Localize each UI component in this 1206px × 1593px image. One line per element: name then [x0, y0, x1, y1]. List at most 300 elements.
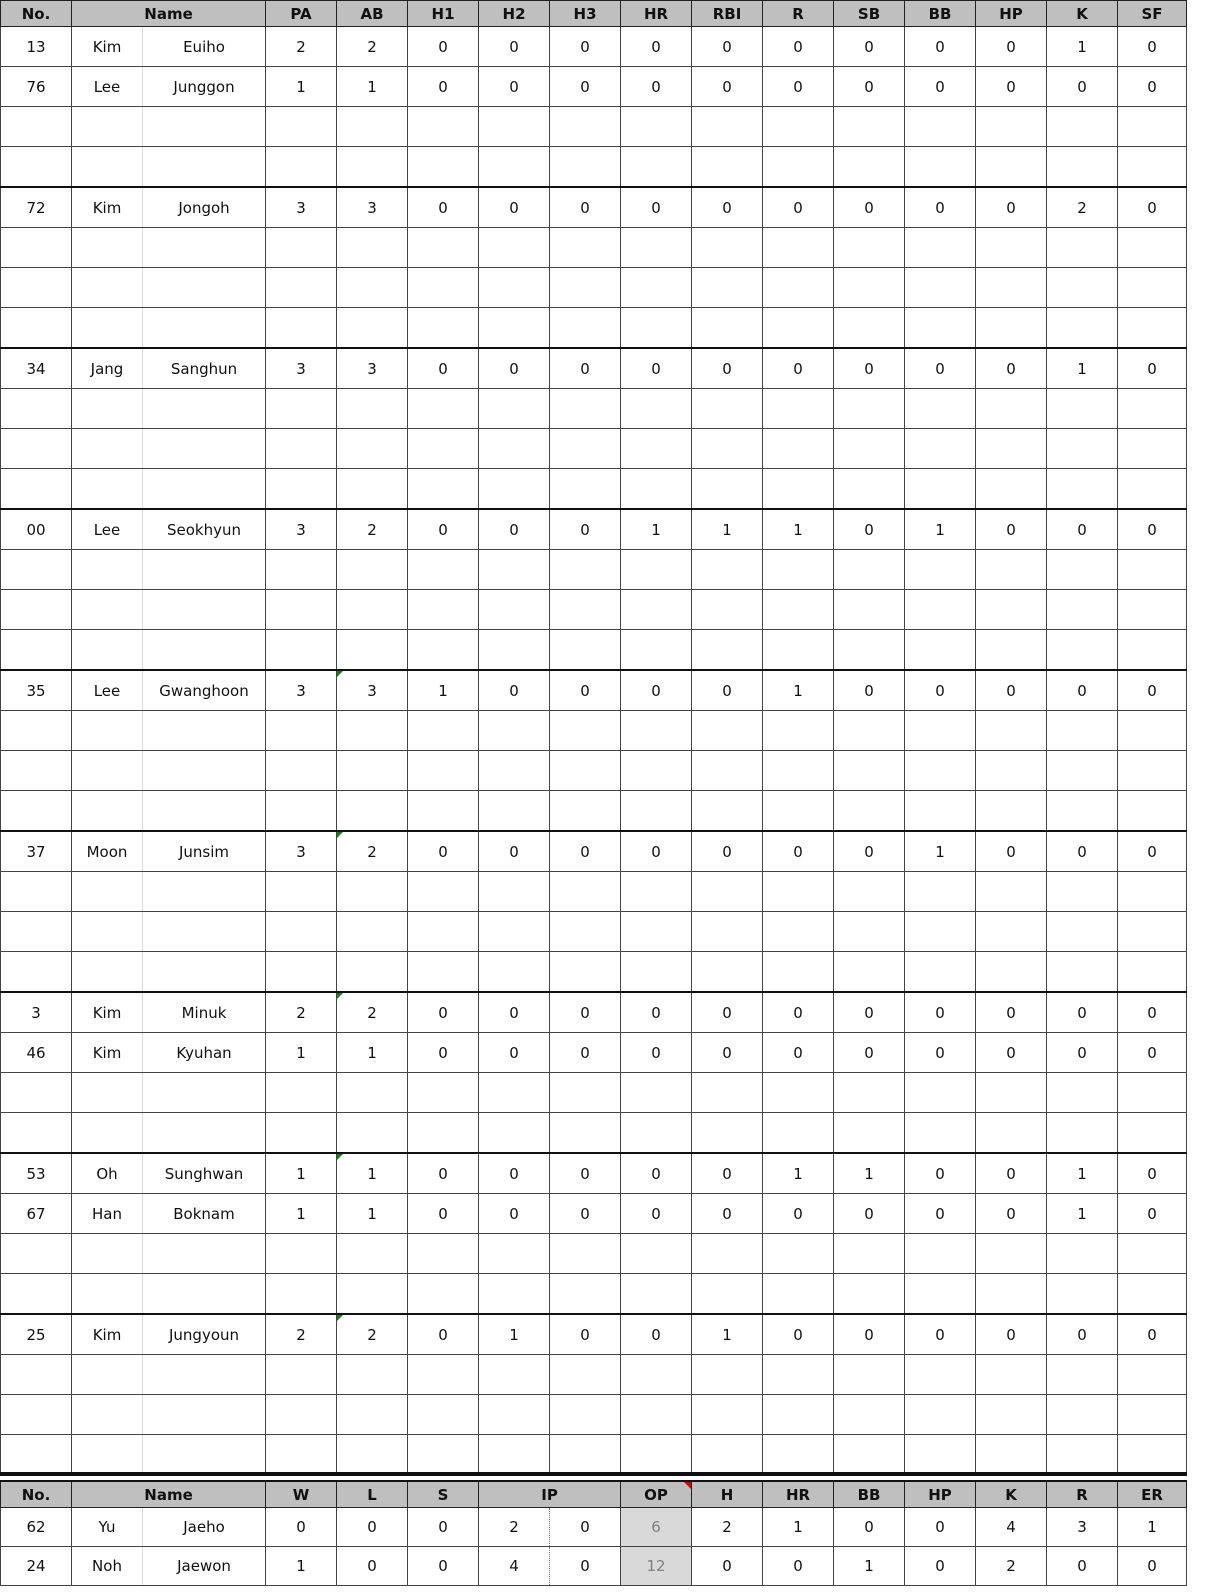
stat-h2-cell[interactable]: [479, 1073, 550, 1113]
header-sb[interactable]: SB: [834, 1, 905, 27]
player-first-name-cell[interactable]: Kim: [72, 27, 143, 67]
stat-k-cell[interactable]: [1047, 389, 1118, 429]
player-last-name-cell[interactable]: [143, 630, 266, 671]
stat-k-cell[interactable]: [1047, 912, 1118, 952]
stat-hr-cell[interactable]: 0: [621, 27, 692, 67]
player-number-cell[interactable]: [1, 469, 72, 510]
pitcher-last-name-cell[interactable]: Jaewon: [143, 1547, 266, 1586]
stat-pa-cell[interactable]: [266, 1073, 337, 1113]
stat-ip-fraction-cell[interactable]: 0: [550, 1547, 621, 1586]
stat-sf-cell[interactable]: 0: [1118, 1033, 1187, 1073]
stat-sf-cell[interactable]: 0: [1118, 187, 1187, 228]
stat-pa-cell[interactable]: 2: [266, 27, 337, 67]
stat-bb-cell[interactable]: [905, 1355, 976, 1395]
pitch-header-ip[interactable]: IP: [479, 1481, 621, 1508]
stat-rbi-cell[interactable]: [692, 389, 763, 429]
stat-sf-cell[interactable]: [1118, 1355, 1187, 1395]
pitch-header-hp[interactable]: HP: [905, 1481, 976, 1508]
stat-h1-cell[interactable]: [408, 147, 479, 188]
stat-h2-cell[interactable]: 0: [479, 992, 550, 1033]
stat-bb-cell[interactable]: 0: [905, 1033, 976, 1073]
stat-h3-cell[interactable]: [550, 268, 621, 308]
stat-k-cell[interactable]: 2: [1047, 187, 1118, 228]
player-last-name-cell[interactable]: [143, 791, 266, 832]
stat-hp-cell[interactable]: [976, 952, 1047, 993]
stat-sf-cell[interactable]: [1118, 429, 1187, 469]
stat-r-cell[interactable]: [763, 550, 834, 590]
player-number-cell[interactable]: 13: [1, 27, 72, 67]
stat-sf-cell[interactable]: [1118, 1234, 1187, 1274]
player-first-name-cell[interactable]: [72, 1113, 143, 1154]
stat-hp-cell[interactable]: [976, 389, 1047, 429]
stat-sf-cell[interactable]: [1118, 268, 1187, 308]
stat-h1-cell[interactable]: [408, 1355, 479, 1395]
stat-hp-cell[interactable]: 0: [976, 348, 1047, 389]
stat-hr-cell[interactable]: [621, 912, 692, 952]
stat-k-cell[interactable]: 1: [1047, 27, 1118, 67]
player-number-cell[interactable]: [1, 1395, 72, 1435]
stat-bb-cell[interactable]: 0: [905, 348, 976, 389]
stat-sb-cell[interactable]: [834, 952, 905, 993]
stat-pa-cell[interactable]: [266, 1274, 337, 1315]
player-last-name-cell[interactable]: [143, 147, 266, 188]
stat-bb-cell[interactable]: [905, 308, 976, 349]
stat-h-cell[interactable]: 0: [692, 1547, 763, 1586]
stat-sb-cell[interactable]: [834, 791, 905, 832]
stat-k-cell[interactable]: [1047, 952, 1118, 993]
stat-ab-cell[interactable]: [337, 268, 408, 308]
stat-h2-cell[interactable]: [479, 429, 550, 469]
stat-h1-cell[interactable]: [408, 228, 479, 268]
player-last-name-cell[interactable]: [143, 550, 266, 590]
stat-pa-cell[interactable]: [266, 268, 337, 308]
player-last-name-cell[interactable]: [143, 389, 266, 429]
stat-hr-cell[interactable]: 0: [621, 1033, 692, 1073]
stat-ab-cell[interactable]: 1: [337, 1153, 408, 1194]
stat-bb-cell[interactable]: [905, 912, 976, 952]
stat-hr-cell[interactable]: [621, 630, 692, 671]
player-first-name-cell[interactable]: [72, 389, 143, 429]
stat-h1-cell[interactable]: [408, 469, 479, 510]
stat-pa-cell[interactable]: [266, 952, 337, 993]
stat-rbi-cell[interactable]: 0: [692, 992, 763, 1033]
stat-sf-cell[interactable]: [1118, 711, 1187, 751]
stat-h2-cell[interactable]: 0: [479, 67, 550, 107]
stat-h2-cell[interactable]: [479, 1113, 550, 1154]
stat-r-cell[interactable]: [763, 952, 834, 993]
stat-h-cell[interactable]: 2: [692, 1508, 763, 1547]
stat-hr-cell[interactable]: [621, 228, 692, 268]
stat-hr-cell[interactable]: 0: [621, 1153, 692, 1194]
stat-hr-cell[interactable]: 1: [621, 509, 692, 550]
stat-ab-cell[interactable]: 2: [337, 27, 408, 67]
stat-rbi-cell[interactable]: 0: [692, 348, 763, 389]
stat-rbi-cell[interactable]: 0: [692, 1194, 763, 1234]
stat-sb-cell[interactable]: [834, 308, 905, 349]
stat-h1-cell[interactable]: 0: [408, 1153, 479, 1194]
stat-sb-cell[interactable]: 0: [834, 67, 905, 107]
stat-sf-cell[interactable]: [1118, 952, 1187, 993]
stat-h3-cell[interactable]: [550, 1234, 621, 1274]
stat-ab-cell[interactable]: [337, 550, 408, 590]
stat-pa-cell[interactable]: [266, 1234, 337, 1274]
stat-pa-cell[interactable]: 3: [266, 831, 337, 872]
stat-h1-cell[interactable]: 0: [408, 831, 479, 872]
stat-h3-cell[interactable]: [550, 308, 621, 349]
player-last-name-cell[interactable]: [143, 1274, 266, 1315]
stat-r-cell[interactable]: [763, 429, 834, 469]
player-first-name-cell[interactable]: Kim: [72, 992, 143, 1033]
stat-ab-cell[interactable]: 1: [337, 67, 408, 107]
stat-sf-cell[interactable]: [1118, 1073, 1187, 1113]
player-first-name-cell[interactable]: [72, 1435, 143, 1476]
stat-rbi-cell[interactable]: 0: [692, 831, 763, 872]
player-last-name-cell[interactable]: [143, 228, 266, 268]
stat-pa-cell[interactable]: [266, 1395, 337, 1435]
stat-sb-cell[interactable]: [834, 912, 905, 952]
stat-rbi-cell[interactable]: 0: [692, 670, 763, 711]
pitch-header-h[interactable]: H: [692, 1481, 763, 1508]
stat-h3-cell[interactable]: 0: [550, 1194, 621, 1234]
stat-r-cell[interactable]: 0: [763, 831, 834, 872]
player-number-cell[interactable]: [1, 268, 72, 308]
stat-rbi-cell[interactable]: [692, 147, 763, 188]
stat-ab-cell[interactable]: [337, 952, 408, 993]
stat-hp-cell[interactable]: [976, 1234, 1047, 1274]
pitch-header-hr[interactable]: HR: [763, 1481, 834, 1508]
stat-rbi-cell[interactable]: [692, 107, 763, 147]
stat-h1-cell[interactable]: [408, 1435, 479, 1476]
stat-h1-cell[interactable]: [408, 107, 479, 147]
stat-ab-cell[interactable]: [337, 308, 408, 349]
header-hp[interactable]: HP: [976, 1, 1047, 27]
stat-r-cell[interactable]: 0: [763, 992, 834, 1033]
stat-h3-cell[interactable]: [550, 751, 621, 791]
player-last-name-cell[interactable]: [143, 1234, 266, 1274]
player-first-name-cell[interactable]: [72, 751, 143, 791]
player-first-name-cell[interactable]: [72, 107, 143, 147]
stat-l-cell[interactable]: 0: [337, 1547, 408, 1586]
stat-hr-cell[interactable]: [621, 308, 692, 349]
player-number-cell[interactable]: 25: [1, 1314, 72, 1355]
stat-h2-cell[interactable]: [479, 711, 550, 751]
player-first-name-cell[interactable]: Oh: [72, 1153, 143, 1194]
stat-pa-cell[interactable]: 3: [266, 670, 337, 711]
header-bb[interactable]: BB: [905, 1, 976, 27]
stat-k-cell[interactable]: [1047, 711, 1118, 751]
stat-h3-cell[interactable]: [550, 550, 621, 590]
stat-bb-cell[interactable]: 0: [905, 187, 976, 228]
player-first-name-cell[interactable]: [72, 429, 143, 469]
stat-h2-cell[interactable]: 0: [479, 348, 550, 389]
stat-h1-cell[interactable]: [408, 952, 479, 993]
stat-h2-cell[interactable]: 0: [479, 670, 550, 711]
stat-h2-cell[interactable]: [479, 1274, 550, 1315]
stat-h2-cell[interactable]: [479, 1234, 550, 1274]
stat-hr-cell[interactable]: [621, 147, 692, 188]
stat-ip-fraction-cell[interactable]: 0: [550, 1508, 621, 1547]
header-hr[interactable]: HR: [621, 1, 692, 27]
stat-hr-cell[interactable]: [621, 751, 692, 791]
stat-r-cell[interactable]: [763, 1073, 834, 1113]
stat-bb-cell[interactable]: [905, 711, 976, 751]
stat-l-cell[interactable]: 0: [337, 1508, 408, 1547]
stat-ab-cell[interactable]: [337, 630, 408, 671]
stat-rbi-cell[interactable]: [692, 1395, 763, 1435]
player-first-name-cell[interactable]: Moon: [72, 831, 143, 872]
stat-h1-cell[interactable]: [408, 268, 479, 308]
stat-bb-cell[interactable]: [905, 1234, 976, 1274]
stat-k-cell[interactable]: [1047, 308, 1118, 349]
stat-pa-cell[interactable]: 1: [266, 1153, 337, 1194]
stat-pa-cell[interactable]: [266, 912, 337, 952]
stat-sf-cell[interactable]: 0: [1118, 1314, 1187, 1355]
stat-bb-cell[interactable]: [905, 389, 976, 429]
pitcher-number-cell[interactable]: 24: [1, 1547, 72, 1586]
pitch-header-er[interactable]: ER: [1118, 1481, 1187, 1508]
player-first-name-cell[interactable]: [72, 791, 143, 832]
stat-sb-cell[interactable]: [834, 147, 905, 188]
player-last-name-cell[interactable]: [143, 308, 266, 349]
player-number-cell[interactable]: 72: [1, 187, 72, 228]
stat-rbi-cell[interactable]: [692, 711, 763, 751]
stat-r-cell[interactable]: [763, 711, 834, 751]
player-number-cell[interactable]: [1, 791, 72, 832]
player-last-name-cell[interactable]: Gwanghoon: [143, 670, 266, 711]
stat-hp-cell[interactable]: [976, 590, 1047, 630]
header-h1[interactable]: H1: [408, 1, 479, 27]
stat-r-cell[interactable]: [763, 751, 834, 791]
player-first-name-cell[interactable]: [72, 550, 143, 590]
stat-h1-cell[interactable]: [408, 711, 479, 751]
stat-r-cell[interactable]: 0: [763, 27, 834, 67]
stat-rbi-cell[interactable]: [692, 228, 763, 268]
player-number-cell[interactable]: [1, 1355, 72, 1395]
stat-ab-cell[interactable]: [337, 1355, 408, 1395]
stat-sb-cell[interactable]: [834, 1395, 905, 1435]
stat-rbi-cell[interactable]: [692, 268, 763, 308]
stat-hr-cell[interactable]: [621, 1395, 692, 1435]
stat-r-cell[interactable]: [763, 1274, 834, 1315]
stat-r-cell[interactable]: 0: [763, 67, 834, 107]
stat-rbi-cell[interactable]: 0: [692, 1153, 763, 1194]
stat-sf-cell[interactable]: [1118, 872, 1187, 912]
stat-h2-cell[interactable]: 0: [479, 1194, 550, 1234]
stat-pa-cell[interactable]: [266, 1113, 337, 1154]
player-number-cell[interactable]: [1, 1073, 72, 1113]
stat-hr-cell[interactable]: [621, 389, 692, 429]
stat-sf-cell[interactable]: [1118, 107, 1187, 147]
stat-r-cell[interactable]: 0: [763, 1033, 834, 1073]
stat-k-cell[interactable]: [1047, 791, 1118, 832]
player-number-cell[interactable]: [1, 872, 72, 912]
stat-ab-cell[interactable]: [337, 469, 408, 510]
stat-er-cell[interactable]: 1: [1118, 1508, 1187, 1547]
stat-pa-cell[interactable]: [266, 630, 337, 671]
stat-rbi-cell[interactable]: [692, 630, 763, 671]
stat-sb-cell[interactable]: [834, 1274, 905, 1315]
stat-ab-cell[interactable]: [337, 1435, 408, 1476]
stat-h1-cell[interactable]: [408, 872, 479, 912]
stat-sf-cell[interactable]: 0: [1118, 992, 1187, 1033]
header-sf[interactable]: SF: [1118, 1, 1187, 27]
stat-hr-cell[interactable]: [621, 1113, 692, 1154]
stat-h3-cell[interactable]: [550, 469, 621, 510]
pitcher-number-cell[interactable]: 62: [1, 1508, 72, 1547]
stat-k-cell[interactable]: [1047, 1073, 1118, 1113]
stat-sb-cell[interactable]: 0: [834, 1033, 905, 1073]
stat-bb-cell[interactable]: [905, 228, 976, 268]
player-last-name-cell[interactable]: Sanghun: [143, 348, 266, 389]
stat-h2-cell[interactable]: 0: [479, 509, 550, 550]
stat-bb-cell[interactable]: [905, 550, 976, 590]
player-last-name-cell[interactable]: [143, 1113, 266, 1154]
stat-h2-cell[interactable]: [479, 228, 550, 268]
stat-sf-cell[interactable]: 0: [1118, 831, 1187, 872]
stat-rbi-cell[interactable]: 0: [692, 67, 763, 107]
stat-hp-cell[interactable]: [976, 1113, 1047, 1154]
player-last-name-cell[interactable]: Jongoh: [143, 187, 266, 228]
stat-rbi-cell[interactable]: 0: [692, 27, 763, 67]
stat-bb-cell[interactable]: 0: [905, 67, 976, 107]
stat-rbi-cell[interactable]: 1: [692, 509, 763, 550]
player-last-name-cell[interactable]: Jungyoun: [143, 1314, 266, 1355]
player-first-name-cell[interactable]: [72, 711, 143, 751]
stat-ab-cell[interactable]: [337, 872, 408, 912]
stat-sf-cell[interactable]: 0: [1118, 509, 1187, 550]
stat-h3-cell[interactable]: [550, 1274, 621, 1315]
stat-sb-cell[interactable]: [834, 107, 905, 147]
stat-sb-cell[interactable]: 0: [834, 509, 905, 550]
player-number-cell[interactable]: [1, 147, 72, 188]
stat-k-cell[interactable]: 0: [1047, 992, 1118, 1033]
stat-hp-cell[interactable]: [976, 469, 1047, 510]
pitcher-last-name-cell[interactable]: Jaeho: [143, 1508, 266, 1547]
player-last-name-cell[interactable]: [143, 711, 266, 751]
stat-h1-cell[interactable]: 0: [408, 509, 479, 550]
stat-hp-cell[interactable]: 0: [905, 1547, 976, 1586]
stat-sb-cell[interactable]: [834, 268, 905, 308]
stat-r-cell[interactable]: [763, 268, 834, 308]
stat-pa-cell[interactable]: [266, 1355, 337, 1395]
stat-hp-cell[interactable]: [976, 751, 1047, 791]
stat-hp-cell[interactable]: [976, 1355, 1047, 1395]
stat-h1-cell[interactable]: 0: [408, 348, 479, 389]
stat-h2-cell[interactable]: 0: [479, 831, 550, 872]
stat-h1-cell[interactable]: 0: [408, 27, 479, 67]
stat-h1-cell[interactable]: [408, 1395, 479, 1435]
stat-h1-cell[interactable]: 0: [408, 1194, 479, 1234]
header-k[interactable]: K: [1047, 1, 1118, 27]
stat-sb-cell[interactable]: [834, 469, 905, 510]
stat-hp-cell[interactable]: 0: [976, 992, 1047, 1033]
stat-r-cell[interactable]: [763, 1234, 834, 1274]
stat-r-cell[interactable]: [763, 107, 834, 147]
stat-sf-cell[interactable]: [1118, 630, 1187, 671]
stat-hr-cell[interactable]: [621, 1274, 692, 1315]
stat-rbi-cell[interactable]: 1: [692, 1314, 763, 1355]
player-number-cell[interactable]: [1, 590, 72, 630]
stat-rbi-cell[interactable]: [692, 308, 763, 349]
player-number-cell[interactable]: [1, 1435, 72, 1476]
stat-bb-cell[interactable]: [905, 1113, 976, 1154]
stat-hr-cell[interactable]: [621, 1435, 692, 1476]
stat-pa-cell[interactable]: [266, 791, 337, 832]
stat-k-cell[interactable]: [1047, 1234, 1118, 1274]
player-first-name-cell[interactable]: [72, 630, 143, 671]
stat-hp-cell[interactable]: [976, 1073, 1047, 1113]
stat-ip-whole-cell[interactable]: 4: [479, 1547, 550, 1586]
stat-k-cell[interactable]: [1047, 228, 1118, 268]
stat-k-cell[interactable]: 0: [1047, 831, 1118, 872]
stat-h2-cell[interactable]: [479, 308, 550, 349]
stat-pa-cell[interactable]: [266, 228, 337, 268]
stat-pa-cell[interactable]: 1: [266, 1194, 337, 1234]
stat-h3-cell[interactable]: [550, 1435, 621, 1476]
stat-h2-cell[interactable]: [479, 872, 550, 912]
stat-h1-cell[interactable]: [408, 791, 479, 832]
stat-hp-cell[interactable]: 0: [976, 509, 1047, 550]
player-first-name-cell[interactable]: Kim: [72, 1033, 143, 1073]
player-number-cell[interactable]: 00: [1, 509, 72, 550]
stat-k-cell[interactable]: [1047, 872, 1118, 912]
stat-rbi-cell[interactable]: [692, 469, 763, 510]
stat-h2-cell[interactable]: [479, 268, 550, 308]
stat-h3-cell[interactable]: [550, 107, 621, 147]
stat-hp-cell[interactable]: [976, 711, 1047, 751]
stat-bb-cell[interactable]: [905, 147, 976, 188]
stat-h3-cell[interactable]: [550, 1113, 621, 1154]
stat-h1-cell[interactable]: [408, 550, 479, 590]
stat-h1-cell[interactable]: [408, 1073, 479, 1113]
stat-sb-cell[interactable]: 0: [834, 1314, 905, 1355]
stat-k-cell[interactable]: 4: [976, 1508, 1047, 1547]
player-first-name-cell[interactable]: Lee: [72, 670, 143, 711]
stat-rbi-cell[interactable]: [692, 1274, 763, 1315]
stat-k-cell[interactable]: [1047, 1355, 1118, 1395]
stat-sb-cell[interactable]: [834, 1435, 905, 1476]
stat-hp-cell[interactable]: 0: [976, 1153, 1047, 1194]
stat-hp-cell[interactable]: 0: [976, 187, 1047, 228]
stat-rbi-cell[interactable]: [692, 952, 763, 993]
stat-h3-cell[interactable]: [550, 228, 621, 268]
stat-h2-cell[interactable]: [479, 550, 550, 590]
stat-h3-cell[interactable]: [550, 1355, 621, 1395]
player-last-name-cell[interactable]: Junggon: [143, 67, 266, 107]
stat-rbi-cell[interactable]: [692, 550, 763, 590]
player-first-name-cell[interactable]: [72, 1234, 143, 1274]
header-h3[interactable]: H3: [550, 1, 621, 27]
stat-rbi-cell[interactable]: [692, 751, 763, 791]
stat-h1-cell[interactable]: [408, 751, 479, 791]
stat-bb-cell[interactable]: [905, 1073, 976, 1113]
stat-hp-cell[interactable]: 0: [976, 1194, 1047, 1234]
stat-h1-cell[interactable]: 0: [408, 1033, 479, 1073]
player-number-cell[interactable]: 37: [1, 831, 72, 872]
player-first-name-cell[interactable]: [72, 1395, 143, 1435]
player-last-name-cell[interactable]: Euiho: [143, 27, 266, 67]
stat-r-cell[interactable]: 1: [763, 670, 834, 711]
stat-h1-cell[interactable]: [408, 912, 479, 952]
stat-pa-cell[interactable]: 3: [266, 348, 337, 389]
stat-ab-cell[interactable]: 2: [337, 509, 408, 550]
player-number-cell[interactable]: [1, 550, 72, 590]
stat-r-cell[interactable]: [763, 389, 834, 429]
stat-sb-cell[interactable]: 0: [834, 992, 905, 1033]
stat-h3-cell[interactable]: 0: [550, 992, 621, 1033]
player-number-cell[interactable]: 67: [1, 1194, 72, 1234]
stat-rbi-cell[interactable]: [692, 590, 763, 630]
